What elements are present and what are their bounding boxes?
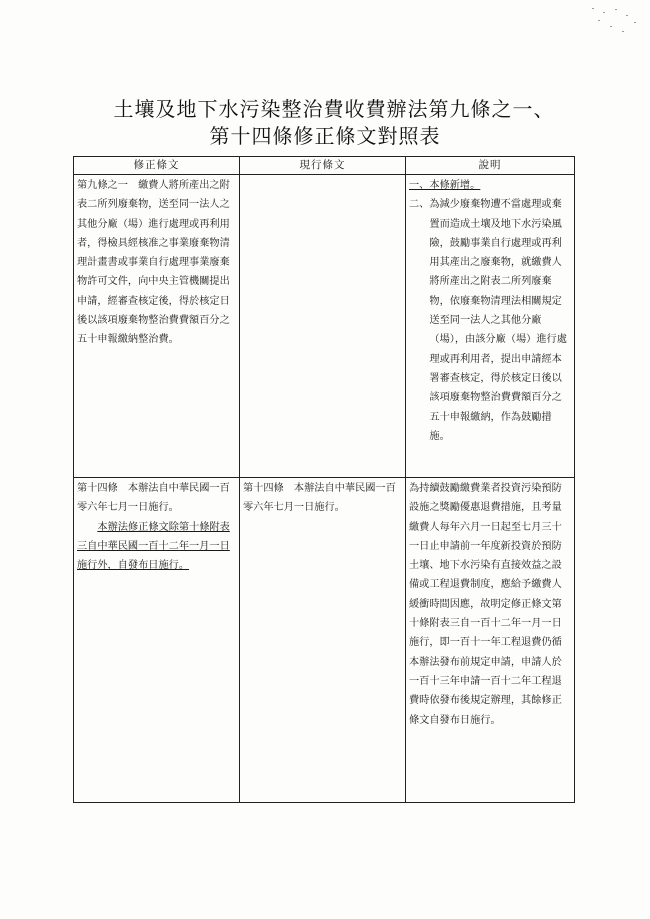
cell-current-article-14 xyxy=(240,478,406,803)
amended-text: 第十四條 本辦法自中華民國一百零六年七月一日施行。 xyxy=(77,483,230,514)
note-item-1: 一、本條新增。 xyxy=(409,180,481,191)
amended-text: 第九條之一 繳費人將所產出之附表二所列廢棄物，送至同一法人之其他分廠（場）進行處理或再利用者，得檢具經核准之事業廢棄物清理計畫書或事業自行處理事業廢棄物許可文件，向中央主管機關提出申請，經審查核定後，得於核定日後以該項廢棄物整治費費額百分之五十申報繳納整治費。 xyxy=(77,180,230,346)
cell-notes-article-14 xyxy=(406,478,575,803)
table-header-row xyxy=(74,157,575,175)
title-line-1: 土壤及地下水污染整治費收費辦法第九條之一、 xyxy=(113,97,555,121)
header-current: 現行條文 xyxy=(240,157,406,175)
title-line-2: 第十四條修正條文對照表 xyxy=(209,124,441,148)
cell-current-article-9-1 xyxy=(240,175,406,478)
cell-amended-article-14 xyxy=(74,478,240,803)
comparison-table xyxy=(73,156,575,803)
table-row xyxy=(74,478,575,803)
cell-notes-article-9-1 xyxy=(406,175,575,478)
document-title xyxy=(0,96,650,150)
note-text: 為持續鼓勵繳費業者投資污染預防設施之獎勵優惠退費措施，且考量繳費人每年六月一日起至七月三十一日止申請前一年度新投資於預防土壤、地下水污染有直接效益之設備或工程退費制度，應給予繳費人緩衝時間因應，故明定修正條文第十條附表三自一百十二年一月一日施行，即一百十一年工程退費仍循本辦法發布前規定申請，申請人於一百十三年申請一百十二年工程退費時依發布後規定辦理，其餘修正條文自發布日施行。 xyxy=(409,483,562,726)
current-text: 第十四條 本辦法自中華民國一百零六年七月一日施行。 xyxy=(243,483,396,514)
table-row xyxy=(74,175,575,478)
note-item-2: 二、為減少廢棄物遭不當處理或棄置而造成土壤及地下水污染風險，鼓勵事業自行處理或再利用其產出之廢棄物，就繳費人將所產出之附表二所列廢棄物，依廢棄物清理法相關規定送至同一法人之其他分廠（場），由該分廠（場）進行處理或再利用者，提出申請經本署審查核定，得於核定日後以該項廢棄物整治費費額百分之五十申報繳納，作為鼓勵措施。 xyxy=(409,199,567,442)
header-notes: 說明 xyxy=(406,157,575,175)
header-amended: 修正條文 xyxy=(74,157,240,175)
amended-added-text: 本辦法修正條文除第十條附表三自中華民國一百十二年一月一日施行外，自發布日施行。 xyxy=(77,521,230,572)
cell-amended-article-9-1 xyxy=(74,175,240,478)
